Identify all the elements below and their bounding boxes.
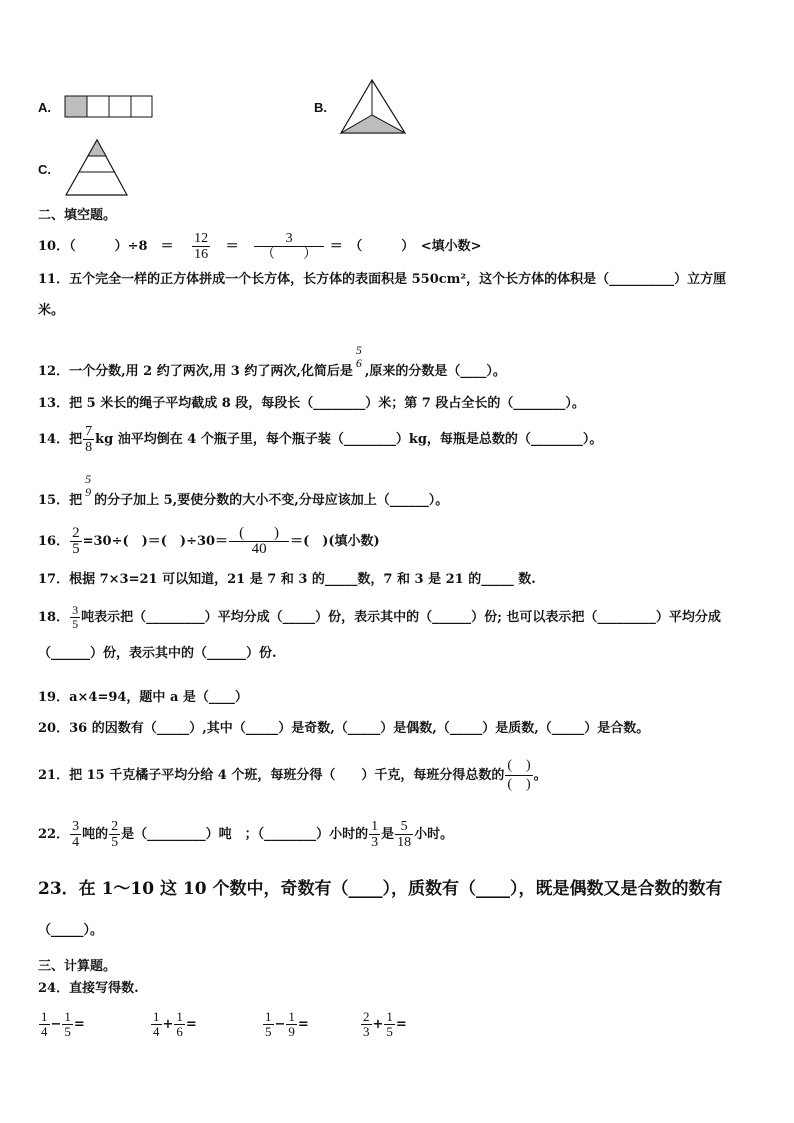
question-text: =30÷( )＝( )÷30＝ bbox=[82, 534, 229, 549]
fraction: $\frac{( )}{40}$ bbox=[229, 526, 289, 557]
fraction: $\frac{5}{18}$ bbox=[397, 819, 412, 850]
fraction: 5 9 bbox=[85, 472, 92, 499]
question-text: ,原来的分数是（____）。 bbox=[364, 364, 506, 379]
section-title: 三、计算题。 bbox=[38, 959, 117, 974]
question-20: 20．36 的因数有（_____）,其中（_____）是奇数,（_____）是偶数,（_____）是质数,（_____）是合数。 bbox=[38, 721, 650, 736]
question-23-line1: 23．在 1～10 这 10 个数中，奇数有（____），质数有（____），既是偶数又是合数的数有 bbox=[38, 879, 723, 899]
fraction: $\frac{7}{8}$ bbox=[85, 424, 93, 455]
question-number: 18． bbox=[38, 610, 70, 625]
fraction: 5 6 bbox=[355, 343, 362, 370]
option-a-bar-figure bbox=[64, 95, 154, 119]
option-c-triangle-figure bbox=[64, 138, 130, 198]
fraction: $\frac{3}{4}$ bbox=[72, 819, 80, 850]
question-text: 的分子加上 5,要使分数的大小不变,分母应该加上（______）。 bbox=[94, 493, 449, 508]
fraction: $\frac{2}{5}$ bbox=[72, 525, 80, 557]
calc-item: $\frac{2}{3}$ + $\frac{1}{5}$ = bbox=[363, 1009, 407, 1039]
question-text: 小时。 bbox=[414, 827, 454, 842]
question-23-line2: （_____）。 bbox=[38, 923, 104, 938]
question-16 bbox=[38, 526, 380, 557]
question-text: kg 油平均倒在 4 个瓶子里，每个瓶子装（________）kg，每瓶是总数的（________）。 bbox=[95, 432, 603, 447]
question-18-line2: （______）份，表示其中的（______）份. bbox=[38, 646, 277, 661]
calc-item: $\frac{1}{5}$ − $\frac{1}{9}$ = bbox=[265, 1009, 309, 1039]
question-17: 17．根据 7×3=21 可以知道，21 是 7 和 3 的_____数，7 和 3 是 21 的_____ 数. bbox=[38, 572, 536, 587]
question-14 bbox=[38, 424, 602, 455]
question-22 bbox=[38, 819, 453, 850]
question-text: 21．把 15 千克橘子平均分给 4 个班，每班分得（ ）千克，每班分得总数的 bbox=[38, 768, 505, 783]
question-text: 吨的 bbox=[82, 827, 109, 842]
question-24-title: 24．直接写得数. bbox=[38, 981, 139, 996]
question-18-line1 bbox=[38, 604, 721, 631]
option-c-label: C. bbox=[38, 162, 51, 177]
option-a-label: A. bbox=[38, 100, 51, 115]
equals-sign: ＝ bbox=[225, 239, 239, 254]
fraction: $\frac{12}{16}$ bbox=[194, 231, 209, 262]
fraction: $\frac{2}{5}$ bbox=[111, 819, 119, 850]
question-text: 12．一个分数,用 2 约了两次,用 3 约了两次,化简后是 bbox=[38, 364, 353, 379]
question-text: 15．把 bbox=[38, 493, 83, 508]
fraction: $\frac{1}{3}$ bbox=[371, 819, 379, 850]
question-text: ＝( )(填小数) bbox=[290, 534, 380, 549]
option-b-label: B. bbox=[314, 100, 327, 115]
question-text: （ ）÷8 ＝ bbox=[69, 239, 174, 254]
question-13: 13．把 5 米长的绳子平均截成 8 段，每段长（________）米；第 7 段占全长的（________）。 bbox=[38, 396, 585, 411]
question-text: 吨表示把（_________）平均分成（_____）份，表示其中的（______）份; 也可以表示把（_________）平均分成 bbox=[81, 610, 721, 625]
question-number: 16． bbox=[38, 534, 70, 549]
question-number: 22． bbox=[38, 827, 70, 842]
question-text: 是（_________）吨 ；（________）小时的 bbox=[121, 827, 369, 842]
fraction: $\frac{( )}{( )}$ bbox=[507, 758, 531, 792]
question-21 bbox=[38, 757, 547, 794]
question-11-line2: 米。 bbox=[38, 303, 65, 318]
question-text: ＝ （ ） <填小数> bbox=[329, 239, 482, 254]
option-b-triangle-figure bbox=[338, 78, 408, 136]
question-19: 19．a×4=94，题中 a 是（____） bbox=[38, 690, 248, 705]
question-11-line1: 11．五个完全一样的正方体拼成一个长方体，长方体的表面积是 550cm²，这个长方体的体积是（__________）立方厘 bbox=[38, 272, 727, 287]
question-text: 。 bbox=[533, 768, 547, 783]
calc-item: $\frac{1}{4}$ − $\frac{1}{5}$ = bbox=[41, 1009, 85, 1039]
fraction: $\frac{3}{5}$ bbox=[72, 603, 79, 631]
question-number: 10． bbox=[38, 239, 70, 254]
calc-item: $\frac{1}{4}$ + $\frac{1}{6}$ = bbox=[153, 1009, 197, 1039]
question-text: 14．把 bbox=[38, 432, 83, 447]
question-12 bbox=[38, 344, 506, 381]
question-text: 是 bbox=[381, 827, 395, 842]
section-title: 二、填空题。 bbox=[38, 208, 117, 223]
question-10 bbox=[38, 231, 481, 262]
fraction: $\frac{3}{( )}$ bbox=[254, 231, 324, 262]
question-15 bbox=[38, 473, 448, 510]
